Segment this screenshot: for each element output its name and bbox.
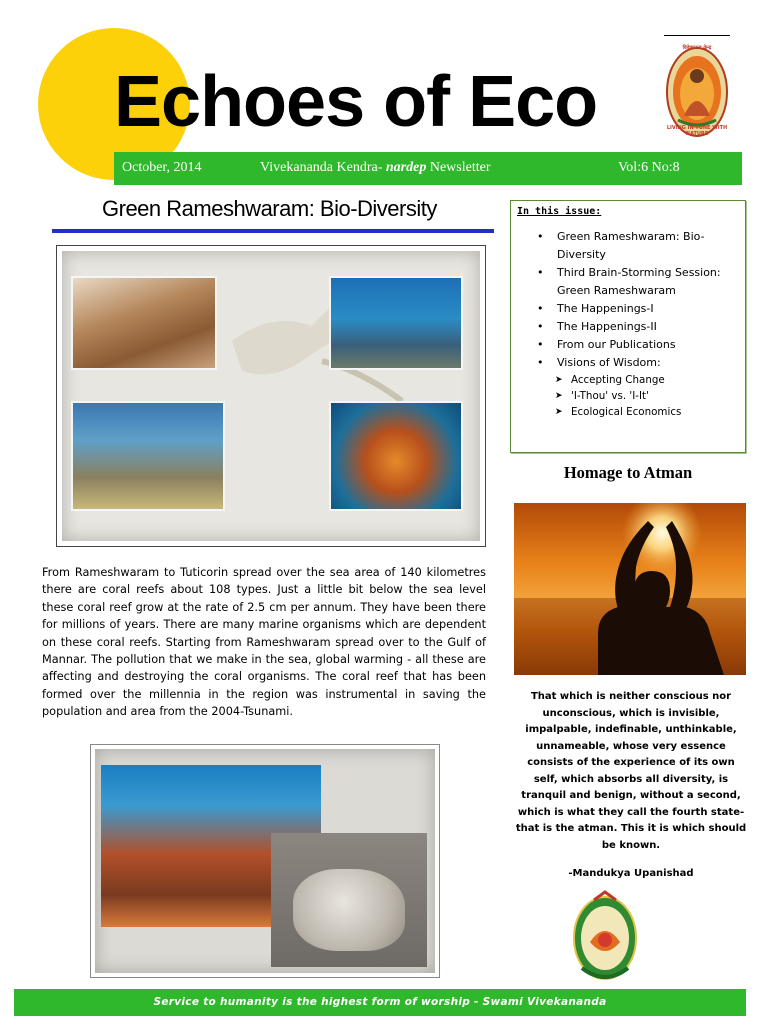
arrow-icon: ➤ <box>555 391 563 401</box>
issue-item-label: From our Publications <box>557 338 676 351</box>
nardep-brand: nardep <box>385 160 427 175</box>
coral-rock-photo-collage <box>90 744 440 978</box>
sub-issue-label: 'I-Thou' vs. 'I-It' <box>571 390 649 402</box>
issue-item <box>527 300 741 318</box>
issue-item <box>527 336 741 354</box>
volume-number: Vol:6 No:8 <box>618 160 680 175</box>
coral-photo-reef-fish <box>329 276 463 370</box>
upanishad-quote: That which is neither conscious nor unconscious, which is invisible, impalpable, indefinable, unthinkable, unnameable, whose very essence consists of the experience of its own self, which absorbs all diversity, is tranquil and benign, without a second, which is what they call the fourth state-that is the atman. This it is which should be known. <box>515 691 747 851</box>
sub-issue-item <box>527 388 741 404</box>
issue-item <box>527 318 741 336</box>
bullet-icon: • <box>537 230 544 243</box>
meditation-sunset-photo <box>514 503 746 675</box>
logo-motto-text: LIVING IN TUNE WITH NATURE <box>666 125 728 137</box>
issue-item-label: Third Brain-Storming Session: Green Rameshwaram <box>557 266 721 297</box>
issue-item-label: Visions of Wisdom: <box>557 356 661 369</box>
issue-item-label: Green Rameshwaram: Bio-Diversity <box>557 230 705 261</box>
vivekananda-kendra-logo <box>664 35 730 145</box>
article-title: Green Rameshwaram: Bio-Diversity <box>102 196 437 221</box>
logo-top-text: विवेकानन्द केन्द्र <box>682 45 712 51</box>
bullet-icon: • <box>537 302 544 315</box>
bullet-icon: • <box>537 356 544 369</box>
bullet-icon: • <box>537 266 544 279</box>
issue-item-label: The Happenings-II <box>557 320 657 333</box>
visions-of-wisdom-sublist <box>527 372 741 420</box>
newsletter-masthead: Echoes of Eco <box>114 62 598 142</box>
issue-item <box>527 264 741 300</box>
issue-item <box>527 228 741 264</box>
issue-date: October, 2014 <box>122 160 202 175</box>
coral-rock-photo <box>271 833 427 967</box>
homage-heading: Homage to Atman <box>563 463 693 482</box>
issue-contents-list <box>527 228 741 372</box>
sub-issue-label: Accepting Change <box>571 374 665 386</box>
newsletter-prefix: Vivekananda Kendra- <box>260 160 383 175</box>
issue-item <box>527 354 741 372</box>
issue-item-label: The Happenings-I <box>557 302 654 315</box>
in-this-issue-box <box>510 200 746 453</box>
newsletter-suffix: Newsletter <box>429 160 491 175</box>
coral-photo-collage <box>56 245 486 547</box>
header-band <box>114 152 742 185</box>
arrow-icon: ➤ <box>555 407 563 417</box>
sub-issue-item <box>527 372 741 388</box>
coral-photo-brain-coral <box>71 401 225 511</box>
quote-attribution: -Mandukya Upanishad <box>568 868 694 879</box>
sub-issue-label: Ecological Economics <box>571 406 682 418</box>
sub-issue-item <box>527 404 741 420</box>
footer-band: Service to humanity is the highest form of worship - Swami Vivekananda <box>14 989 746 1016</box>
coral-rock-shape <box>293 869 405 951</box>
article-body: From Rameshwaram to Tuticorin spread over the sea area of 140 kilometres there are coral reefs about 108 types. Just a little bit below the sea level these coral reef grow at the rate of 2.5 cm per annum. They have been there for millions of years. There are many marine organisms which are dependent on these coral reefs. Starting from Rameshwaram spread over to the Gulf of Mannar. The pollution that we make in the sea, global warming - all these are affecting and destroying the coral organisms. The coral reef that has been formed over the millennia in the region was instrumental in saving the population and area from the 2004-Tsunami. <box>42 566 486 719</box>
praying-silhouette-image <box>514 503 746 675</box>
kendra-emblem-icon <box>572 890 638 982</box>
in-this-issue-heading: In this issue: <box>517 206 602 217</box>
bullet-icon: • <box>537 338 544 351</box>
arrow-icon: ➤ <box>555 375 563 385</box>
title-underline <box>52 229 494 233</box>
bullet-icon: • <box>537 320 544 333</box>
coral-photo-staghorn-coral <box>329 401 463 511</box>
newsletter-name <box>260 160 491 176</box>
coral-photo-table-coral <box>71 276 217 370</box>
